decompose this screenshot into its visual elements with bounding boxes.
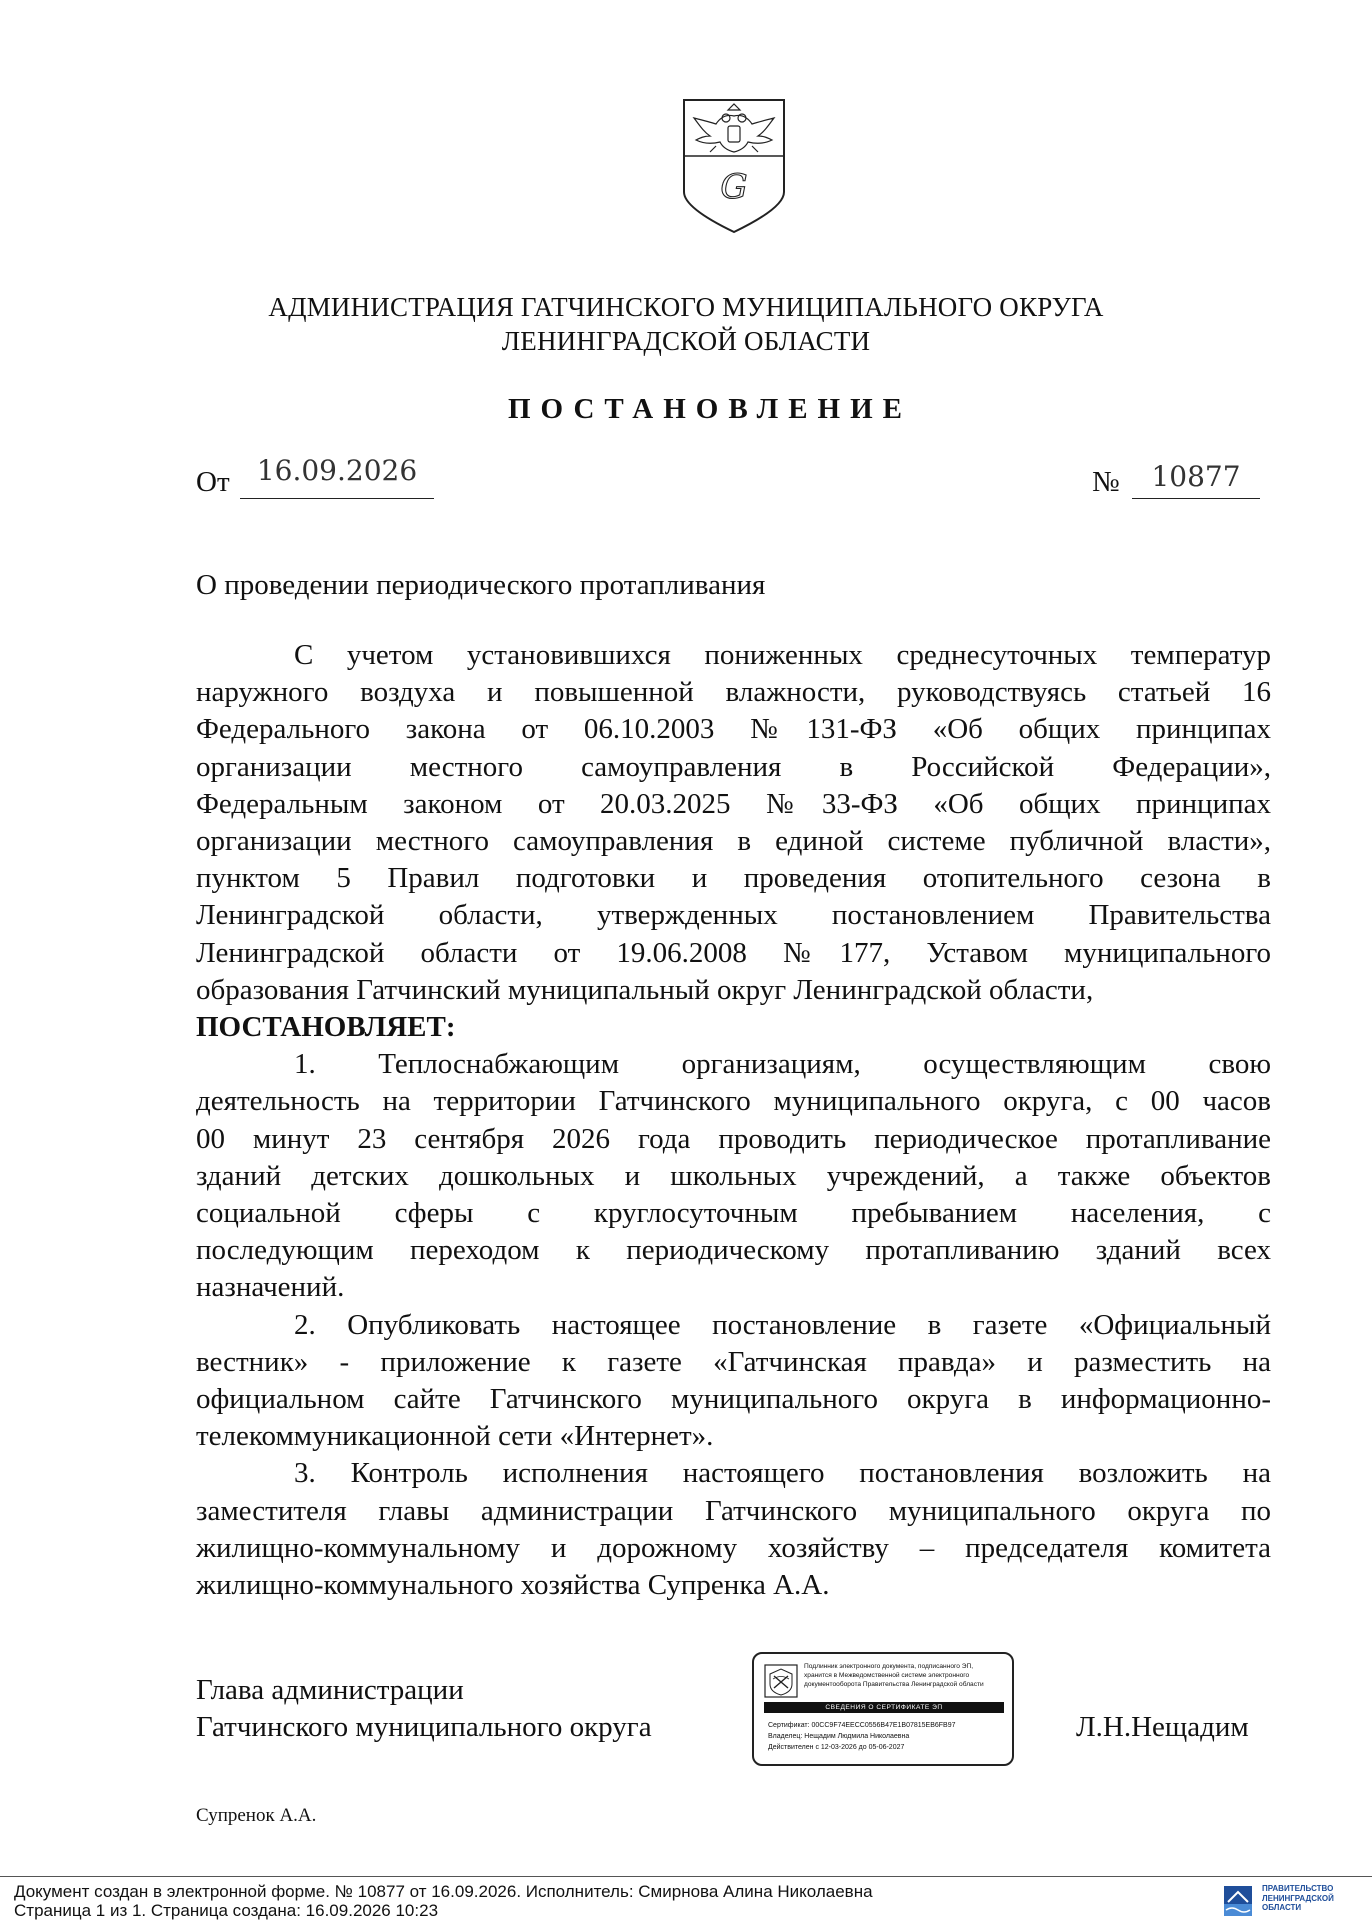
body-line: Федеральным законом от 20.03.2025 №33-ФЗ «Об общих принципах xyxy=(196,787,1271,820)
document-body xyxy=(196,637,1271,1604)
body-line: наружного воздуха и повышенной влажности, руководствуясь статьей 16 xyxy=(196,676,1271,709)
footer-divider xyxy=(0,1876,1372,1877)
body-line: образования Гатчинский муниципальный округ Ленинградской области, xyxy=(196,973,1094,1006)
document-subject: О проведении периодического протапливания xyxy=(196,569,766,601)
document-date: 16.09.2026 xyxy=(256,454,418,487)
date-prefix: От xyxy=(196,466,230,498)
body-line: пунктом 5 Правил подготовки и проведения отопительного сезона в xyxy=(196,862,1271,895)
resolves-heading: ПОСТАНОВЛЯЕТ: xyxy=(196,1011,456,1044)
body-line: Ленинградской области от 19.06.2008 №177, Уставом муниципального xyxy=(196,936,1271,969)
clause-2-line: 2. Опубликовать настоящее постановление в газете «Официальный xyxy=(294,1308,1271,1341)
document-number: 10877 xyxy=(1151,460,1241,493)
number-underline xyxy=(1132,498,1260,499)
body-line: организации местного самоуправления в единой системе публичной власти», xyxy=(196,825,1271,858)
clause-1-line: последующим переходом к периодическому протапливанию зданий всех xyxy=(196,1234,1271,1267)
stamp-owner: Владелец: Нещадим Людмила Николаевна xyxy=(768,1733,910,1740)
clause-1-line: 00 минут 23 сентября 2026 года проводить периодическое протапливание xyxy=(196,1122,1271,1155)
government-logo-text: ПРАВИТЕЛЬСТВО ЛЕНИНГРАДСКОЙ ОБЛАСТИ xyxy=(1262,1884,1334,1912)
electronic-signature-stamp xyxy=(752,1652,1014,1766)
org-name-line2: ЛЕНИНГРАДСКОЙ ОБЛАСТИ xyxy=(501,326,871,356)
stamp-info xyxy=(768,1720,956,1753)
coat-of-arms-emblem xyxy=(680,96,788,236)
clause-3-line: жилищно-коммунальному и дорожному хозяйству – председателя комитета xyxy=(196,1531,1271,1564)
clause-3-line: 3. Контроль исполнения настоящего постановления возложить на xyxy=(294,1457,1271,1490)
footer-line2: Страница 1 из 1. Страница создана: 16.09.2026 10:23 xyxy=(14,1901,439,1920)
svg-text:G: G xyxy=(720,167,748,207)
footer-line1: Документ создан в электронной форме. № 10877 от 16.09.2026. Исполнитель: Смирнова Алина Николаевна xyxy=(14,1882,873,1901)
lenoblast-coat-icon xyxy=(764,1664,798,1698)
clause-1-line: социальной сферы с круглосуточным пребыванием населения, с xyxy=(196,1197,1271,1230)
clause-3-line: заместителя главы администрации Гатчинского муниципального округа по xyxy=(196,1494,1271,1527)
org-name-line1: АДМИНИСТРАЦИЯ ГАТЧИНСКОГО МУНИЦИПАЛЬНОГО ОКРУГА xyxy=(268,292,1104,322)
government-logo-icon xyxy=(1224,1886,1252,1916)
body-line: Ленинградской области, утвержденных постановлением Правительства xyxy=(196,899,1271,932)
signer-title-line1: Глава администрации xyxy=(196,1674,464,1706)
signer-title-line2: Гатчинского муниципального округа xyxy=(196,1711,652,1743)
body-line: организации местного самоуправления в Российской Федерации», xyxy=(196,750,1271,783)
clause-2-line: вестник» - приложение к газете «Гатчинская правда» и разместить на xyxy=(196,1345,1271,1378)
clause-2-line: телекоммуникационной сети «Интернет». xyxy=(196,1420,714,1453)
number-prefix: № xyxy=(1092,466,1120,498)
clause-1-line: назначений. xyxy=(196,1271,345,1304)
stamp-certificate: Сертификат: 00CC9F74EECC0556B47E1B07815EB6FB97 xyxy=(768,1722,956,1729)
clause-1-line: 1. Теплоснабжающим организациям, осуществляющим свою xyxy=(294,1048,1271,1081)
body-line: Федерального закона от 06.10.2003 №131-ФЗ «Об общих принципах xyxy=(196,713,1271,746)
document-type-title: ПОСТАНОВЛЕНИЕ xyxy=(507,393,912,425)
date-underline xyxy=(240,498,434,499)
executor-name: Супренок А.А. xyxy=(196,1805,317,1826)
signer-name: Л.Н.Нещадим xyxy=(1076,1711,1249,1743)
clause-1-line: зданий детских дошкольных и школьных учреждений, а также объектов xyxy=(196,1159,1271,1192)
stamp-header: Подлинник электронного документа, подписанного ЭП, хранится в Межведомственной системе электронного документооборота Правительства Ленинградской области xyxy=(804,1663,984,1688)
body-line: С учетом установившихся пониженных среднесуточных температур xyxy=(294,639,1271,671)
clause-3-line: жилищно-коммунального хозяйства Супренка А.А. xyxy=(196,1569,830,1602)
clause-1-line: деятельность на территории Гатчинского муниципального округа, с 00 часов xyxy=(196,1085,1271,1118)
stamp-validity: Действителен с 12-03-2026 до 05-06-2027 xyxy=(768,1744,905,1751)
clause-2-line: официальном сайте Гатчинского муниципального округа в информационно- xyxy=(196,1383,1271,1416)
stamp-bar-label: СВЕДЕНИЯ О СЕРТИФИКАТЕ ЭП xyxy=(764,1702,1004,1713)
